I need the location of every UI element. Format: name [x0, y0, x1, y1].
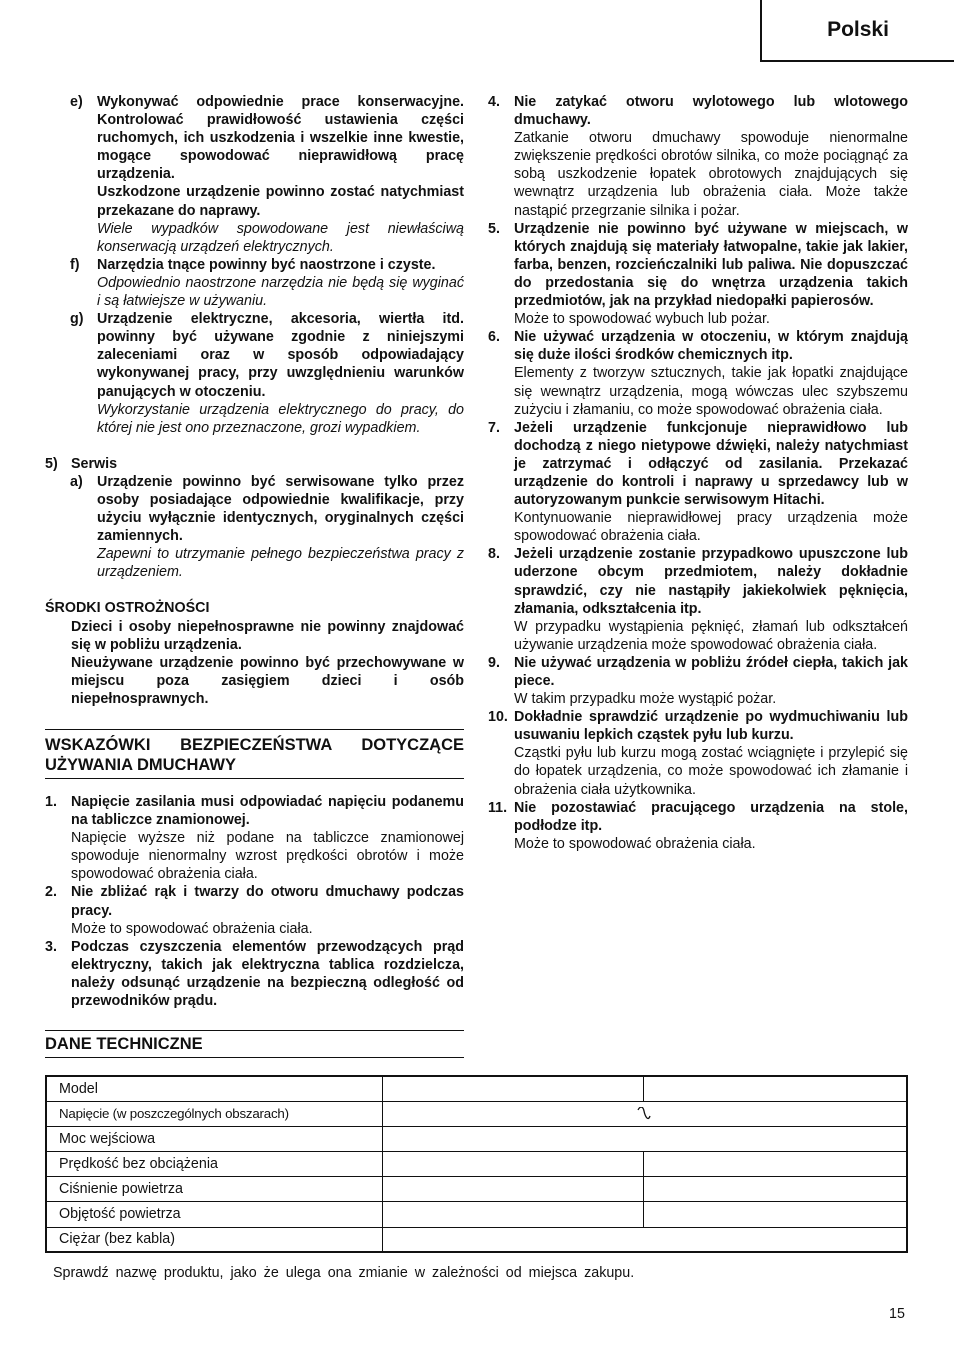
- service-title: Serwis: [71, 455, 118, 472]
- item-bold-text: Urządzenie elektryczne, akcesoria, wiertła itd. powinny być używane zgodnie z niniejszymi zaleceniami oraz w sposób odpowiadający wykonywanej pracy, przy uwzględnieniu warunków panujących w otoczeniu.: [97, 311, 464, 400]
- item-text: Kontynuowanie nieprawidłowej pracy urządzenia może spowodować obrażenia ciała.: [514, 510, 908, 545]
- item-bold-text-2: Uszkodzone urządzenie powinno zostać natychmiast przekazane do naprawy.: [97, 184, 464, 219]
- item-italic-text: Wiele wypadków spowodowane jest niewłaściwą konserwacją urządzeń elektrycznych.: [97, 220, 464, 255]
- item-italic-text: Wykorzystanie urządzenia elektrycznego do pracy, do której nie jest ono przeznaczone, grozi wypadkiem.: [97, 401, 464, 436]
- spec-value: [382, 1101, 907, 1126]
- table-row: [46, 1152, 907, 1177]
- item-text: Może to spowodować wybuch lub pożar.: [514, 311, 770, 328]
- item-label: g): [70, 311, 84, 328]
- item-bold-text: Urządzenie powinno być serwisowane tylko przez osoby posiadające odpowiednie kwalifikacje, przy użyciu wyłącznie identycznych, oryginalnych części zamiennych.: [97, 473, 464, 545]
- spec-value: [643, 1076, 907, 1101]
- item-number: 10.: [488, 709, 508, 726]
- list-item: [488, 654, 908, 708]
- language-tab: Polski: [760, 0, 954, 62]
- blower-safety-heading: WSKAZÓWKI BEZPIECZEŃSTWA DOTYCZĄCE UŻYWANIA DMUCHAWY: [45, 729, 464, 779]
- spec-value: [382, 1152, 643, 1177]
- item-label: e): [70, 94, 83, 110]
- table-row: [46, 1076, 907, 1101]
- item-text: Może to spowodować obrażenia ciała.: [514, 835, 756, 852]
- spec-label: Napięcie (w poszczególnych obszarach): [46, 1101, 382, 1126]
- item-bold-text: Jeżeli urządzenie zostanie przypadkowo upuszczone lub uderzone obcym przedmiotem, należy dokładnie sprawdzić, czy nie nastąpiły jakiekolwiek pęknięcia, złamania, odkształcenia itp.: [514, 546, 908, 617]
- table-row: [46, 1202, 907, 1227]
- table-row: [46, 1177, 907, 1202]
- spec-value: [643, 1202, 907, 1227]
- item-bold-text: Wykonywać odpowiednie prace konserwacyjne. Kontrolować prawidłowość ustawienia części ruchomych, ich uszkodzenia i wszelkie inne kwestie, mogące spowodować nieprawidłową pracę urządzenia.: [97, 94, 464, 183]
- list-item: [488, 799, 908, 853]
- item-bold-text: Podczas czyszczenia elementów przewodzących prąd elektryczny, takich jak elektryczna tablica rozdzielcza, należy odsunąć urządzenie na bezpieczną odległość od przewodników prądu.: [71, 938, 464, 1010]
- list-item: [45, 256, 464, 310]
- ac-symbol-icon: [637, 1107, 651, 1121]
- item-number: 11.: [488, 799, 508, 816]
- item-number: 9.: [488, 654, 500, 671]
- list-item: [488, 328, 908, 418]
- list-item: [45, 938, 464, 1010]
- right-column: [488, 93, 908, 853]
- item-number: 6.: [488, 329, 500, 346]
- item-bold-text: Dokładnie sprawdzić urządzenie po wydmuchiwaniu lub usuwaniu lepkich cząstek pyłu lub kurzu.: [514, 709, 908, 744]
- item-text: W takim przypadku może wystąpić pożar.: [514, 691, 777, 708]
- item-bold-text: Nie zatykać otworu wylotowego lub wlotowego dmuchawy.: [514, 94, 908, 129]
- spec-label: Ciśnienie powietrza: [46, 1177, 382, 1202]
- item-bold-text: Nie pozostawiać pracującego urządzenia na stole, podłodze itp.: [514, 799, 908, 834]
- item-bold-text: Nie używać urządzenia w pobliżu źródeł ciepła, takich jak piece.: [514, 654, 908, 689]
- list-item: [45, 793, 464, 883]
- list-item: [488, 708, 908, 798]
- item-text: Zatkanie otworu dmuchawy spowoduje nienormalne zwiększenie prędkości obrotów silnika, co może pociągnąć za sobą uszkodzenie łopatek obrotowych znajdujących się wewnątrz urządzenia lub obrażenia ciała. Może także nastąpić przegrzanie silnika i pożar.: [514, 130, 908, 219]
- item-number: 7.: [488, 419, 500, 436]
- list-item: [45, 93, 464, 256]
- item-number: 5.: [488, 220, 500, 237]
- item-bold-text: Nie zbliżać rąk i twarzy do otworu dmuchawy podczas pracy.: [71, 884, 464, 919]
- item-number: 1.: [45, 794, 57, 810]
- list-item: [488, 220, 908, 329]
- list-item: [45, 310, 464, 437]
- spec-label: Prędkość bez obciążenia: [46, 1152, 382, 1177]
- spec-value: [643, 1152, 907, 1177]
- item-bold-text: Narzędzia tnące powinny być naostrzone i czyste.: [97, 256, 436, 273]
- list-item: [488, 545, 908, 654]
- tech-data-heading: DANE TECHNICZNE: [45, 1030, 464, 1058]
- table-row: [46, 1126, 907, 1151]
- service-heading: [45, 455, 464, 473]
- precautions-text: Nieużywane urządzenie powinno być przechowywane w miejscu poza zasięgiem dzieci i osób niepełnosprawnych.: [71, 654, 464, 707]
- spec-value: [382, 1076, 643, 1101]
- item-number: 3.: [45, 938, 57, 955]
- spec-value: [382, 1227, 907, 1252]
- item-italic-text: Odpowiednio naostrzone narzędzia nie będą się wyginać i są łatwiejsze w używaniu.: [97, 274, 464, 310]
- footnote: Sprawdź nazwę produktu, jako że ulega ona zmianie w zależności od miejsca zakupu.: [53, 1265, 635, 1281]
- item-label: f): [70, 256, 80, 273]
- spec-table: [45, 1075, 908, 1253]
- item-text: Napięcie wyższe niż podane na tabliczce znamionowej spowoduje nienormalny wzrost prędkości obrotów i może spowodować obrażenia ciała.: [71, 830, 464, 883]
- spec-label: Ciężar (bez kabla): [46, 1227, 382, 1252]
- precautions-heading: ŚRODKI OSTROŻNOŚCI: [45, 600, 210, 617]
- item-text: Może to spowodować obrażenia ciała.: [71, 920, 313, 937]
- item-bold-text: Napięcie zasilania musi odpowiadać napięciu podanemu na tabliczce znamionowej.: [71, 794, 464, 829]
- spec-value: [643, 1177, 907, 1202]
- item-number: 4.: [488, 94, 500, 110]
- spec-label: Model: [46, 1076, 382, 1101]
- list-item: [488, 93, 908, 220]
- service-number: 5): [45, 455, 58, 472]
- left-column: [45, 93, 464, 1058]
- item-italic-text: Zapewni to utrzymanie pełnego bezpieczeństwa pracy z urządzeniem.: [97, 546, 464, 581]
- table-row: [46, 1101, 907, 1126]
- spec-value: [382, 1202, 643, 1227]
- precautions-text: Dzieci i osoby niepełnosprawne nie powinny znajdować się w pobliżu urządzenia.: [71, 618, 464, 653]
- list-item: [45, 883, 464, 937]
- item-text: W przypadku wystąpienia pęknięć, złamań lub odkształceń używanie urządzenia może spowodować obrażenia ciała.: [514, 618, 908, 653]
- item-bold-text: Urządzenie nie powinno być używane w miejscach, w których znajdują się materiały łatwopalne, takie jak lakier, farba, benzen, rozcieńczalniki lub paliwa. Nie dopuszczać do przedostania się do wnętrza urządzenia takich przedmiotów, jak na przykład niedopałki papierosów.: [514, 220, 908, 310]
- list-item: [488, 419, 908, 546]
- item-text: Cząstki pyłu lub kurzu mogą zostać wciągnięte i przylepić się do łopatek urządzenia, co może spowodować ich złamanie i obrażenia ciała użytkownika.: [514, 745, 908, 798]
- spec-label: Moc wejściowa: [46, 1126, 382, 1151]
- item-number: 2.: [45, 884, 57, 901]
- page-number: 15: [889, 1306, 905, 1322]
- item-bold-text: Jeżeli urządzenie funkcjonuje nieprawidłowo lub dochodzą z niego nietypowe dźwięki, należy natychmiast je zatrzymać i odłączyć od zasilania. Przekazać urządzenie do kontroli i naprawy u sprzedawcy lub w autoryzowanym punkcie serwisowym Hitachi.: [514, 419, 908, 509]
- item-text: Elementy z tworzyw sztucznych, takie jak łopatki znajdujące się wewnątrz urządzenia, mogą wówczas ulec szybszemu zużyciu i złamaniu, co może spowodować obrażenia ciała.: [514, 365, 908, 418]
- item-bold-text: Nie używać urządzenia w otoczeniu, w którym znajdują się duże ilości środków chemicznych itp.: [514, 329, 908, 364]
- spec-label: Objętość powietrza: [46, 1202, 382, 1227]
- item-number: 8.: [488, 546, 500, 563]
- table-row: [46, 1227, 907, 1252]
- spec-value: [382, 1126, 907, 1151]
- item-label: a): [70, 473, 83, 490]
- spec-value: [382, 1177, 643, 1202]
- list-item: [45, 473, 464, 582]
